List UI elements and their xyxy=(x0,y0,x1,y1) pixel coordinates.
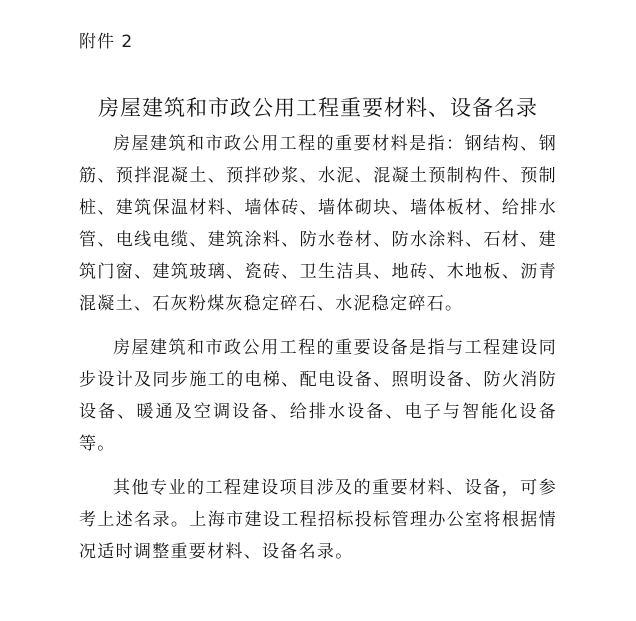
paragraph-materials: 房屋建筑和市政公用工程的重要材料是指：钢结构、钢筋、预拌混凝土、预拌砂浆、水泥、混凝土预制构件、预制桩、建筑保温材料、墙体砖、墙体砌块、墙体板材、给排水管、电线电缆、建筑涂料、防水卷材、防水涂料、石材、建筑门窗、建筑玻璃、瓷砖、卫生洁具、地砖、木地板、沥青混凝土、石灰粉煤灰稳定碎石、水泥稳定碎石。 xyxy=(79,134,557,314)
document-body xyxy=(79,128,557,580)
attachment-label: 附件 2 xyxy=(79,32,134,52)
document-title: 房屋建筑和市政公用工程重要材料、设备名录 xyxy=(98,96,538,120)
paragraph-equipment: 房屋建筑和市政公用工程的重要设备是指与工程建设同步设计及同步施工的电梯、配电设备、照明设备、防火消防设备、暖通及空调设备、给排水设备、电子与智能化设备等。 xyxy=(79,338,557,454)
paragraph-other: 其他专业的工程建设项目涉及的重要材料、设备，可参考上述名录。上海市建设工程招标投标管理办公室将根据情况适时调整重要材料、设备名录。 xyxy=(79,478,557,562)
